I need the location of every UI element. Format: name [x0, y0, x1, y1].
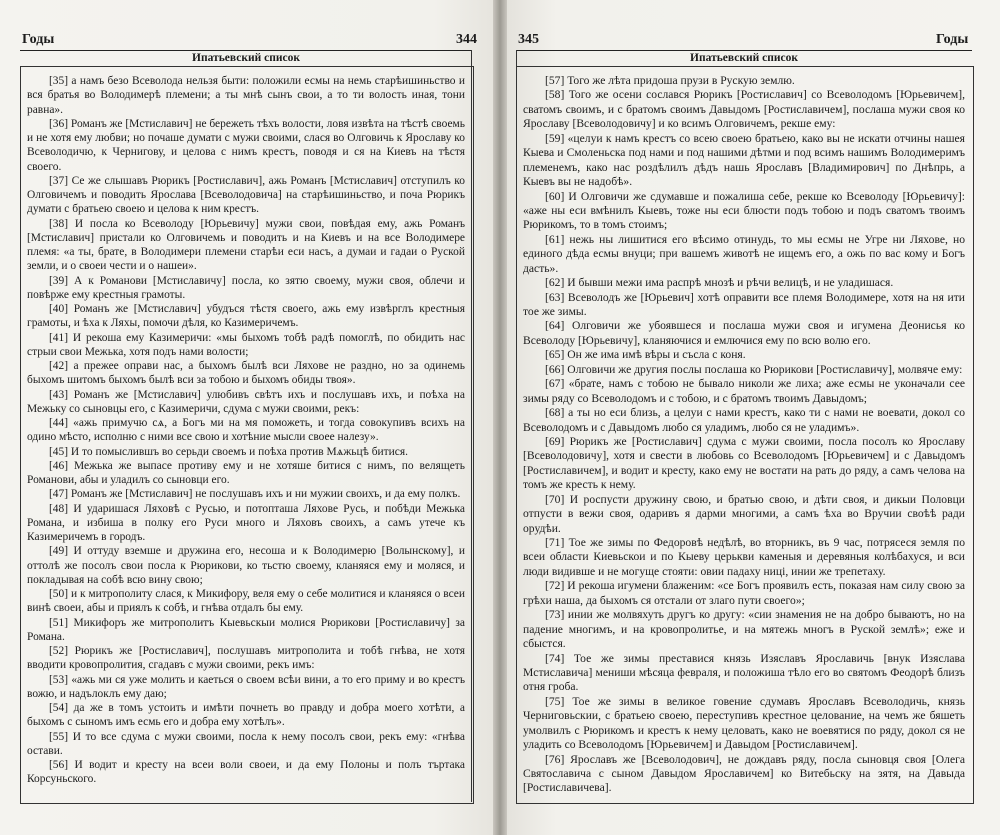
paragraph: [41] И рекоша ему Казимеричи: «мы быхомъ тобѣ радѣ помоглѣ, по обидить нас стрыи свои Межька, хотя подъ нами волости; — [27, 331, 465, 358]
paragraph: [42] а прежее оправи нас, а быхомъ былѣ вси Ляхове не раздно, но за одинемь быхомъ шитомъ быхомъ былѣ вси за тобою и быхомъ обиды твоя». — [27, 360, 465, 387]
paragraph: [46] Межька же выпасе противу ему и не хотяше битися с нимъ, по велящеть Романови, абы и уладилъ со сыновци его. — [27, 459, 465, 486]
paragraph: [54] да же в томъ устоить и имѣти почнеть во правду и добра моего хотѣти, а быхомъ с сыномъ имъ есмь его и добра ему хотѣлъ». — [27, 702, 465, 729]
paragraph: [68] а ты но еси близь, а целуи с нами крестъ, како ти с нами не воевати, докол со Всеволодомъ и с Давыдомъ любо ся уладимъ, любо ся не уладимъ». — [523, 406, 965, 434]
paragraph: [49] И оттуду вземше и дружина его, несоша и к Володимерю [Волынскому], и оттолѣ же посолъ свои посла к Рюрикови, ко тьстю своему, кланяяся ему и моляся, и покладывая на собѣ всю вину свою; — [27, 545, 465, 586]
paragraph: [72] И рекоша игумени блаженим: «се Богъ проявилъ есть, показая нам силу свою за грѣхи наша, да быхомъ ся отстали от злаго пути своего»; — [523, 579, 965, 607]
paragraph: [44] «ажь примучю сѧ, а Богъ ми на мя поможеть, и тогда совокупивъ всихъ на одино мѣсто, исполню с ними все свою и хотѣние мысли своее налезу». — [27, 417, 465, 444]
paragraph: [74] Тое же зимы преставися князь Изяславъ Ярославичь [внук Изяслава Мстиславича] мениши мѣсяца февраля, и положиша тѣло его во святомъ Феодорѣ близъ отня гроба. — [523, 651, 965, 694]
paragraph: [35] а намъ безо Всеволода нельзя быти: положили есмы на немь старѣишиньство и вся братья во Володимерѣ племени; а ты мнѣ сынъ свои, а то ти волость иная, тони равна». — [27, 75, 465, 116]
paragraph: [37] Се же слышавъ Рюрикъ [Ростиславич], ажь Романъ [Мстиславич] отступилъ ко Олговичемъ и поводить Ярослава [Всеволодовича] на старѣишиньство, и поча Рюрикъ думати с братьею своею и целова к ним крестъ. — [27, 174, 465, 216]
paragraph: [57] Того же лѣта придоша прузи в Рускую землю. — [545, 74, 795, 87]
paragraph: [71] Тое же зимы по Федоровѣ недѣлѣ, во вторникъ, въ 9 час, потрясеся земля по всеи области Киевьскои и по Кыеву церькви каменыя и деревяныя колѣбахуся, и вси люди видивше и не могуще стояти: овии падаху ниці, инии же трепетаху. — [523, 536, 965, 578]
paragraph: [62] И бывши межи има распрѣ мнозѣ и рѣчи велицѣ, и не уладишася. — [545, 276, 894, 290]
paragraph: [50] и к митрополиту слася, к Микифору, веля ему о себе молитися и кланяяся о всеи винѣ своеи, абы и приялъ к собѣ, и гнѣва отдалъ бы ему. — [27, 588, 465, 615]
paragraph: [53] «ажь ми ся уже молить и каеться о своем всѣи вини, а то его приму и во крестъ вожю, и надълоклъ ему даю; — [27, 673, 465, 700]
frame-edge — [471, 50, 472, 802]
paragraph: [75] Тое же зимы в великое говение сдумавъ Ярославъ Всеволодичь, князь Черниговьскии, с братьею своею, переступивъ крестное целование, на чемъ же бяшеть умолвилъ с Рюрикомъ и крестъ к нему целовать, како не воевятися по ряду, докол ся не уладить со Всеволодомъ [Юрьевичем] и Давыдом [Ростиславичем]. — [523, 694, 965, 752]
paragraph: [52] Рюрикъ же [Ростиславич], послушавъ митрополита и тобѣ гнѣва, не хотя вводити кровопролития, сгадавъ с мужи своими, рекъ имъ: — [27, 645, 465, 672]
book-gutter — [493, 0, 507, 835]
paragraph: [63] Всеволодъ же [Юрьевич] хотѣ оправити все племя Володимере, хотя на ня ити тое же зимы. — [523, 290, 965, 318]
paragraph: [58] Того же осени сослався Рюрикъ [Ростиславич] со Всеволодомъ [Юрьевичем], сватомъ своимъ, и с братомъ своимъ Давыдомъ [Ростиславичем], послаша мужи своя ко Ярославу [Всеволодовичу] и ко всимъ Олговичемъ, рекше ему: — [523, 88, 965, 131]
paragraph: [76] Ярославъ же [Всеволодович], не дождавъ ряду, посла сыновця своя [Олега Святославича с сыном Давыдом Ярославичем] ко Витебьску на зятя, на Давыда [Ростиславичева]. — [523, 752, 965, 795]
paragraph: [65] Он же има имѣ вѣры и съсла с коня. — [545, 348, 746, 362]
paragraph: [61] нежь ны лишитися его вѣсимо отинудь, то мы есмы не Угре ни Ляхове, но единого дѣда есмы внуци; при вашемъ животѣ не ищемъ его, а ожь по вас кому и Богъ дасть». — [523, 232, 965, 275]
page-number: 344 — [456, 32, 477, 47]
paragraph: [67] «брате, намъ с тобою не бывало николи же лиха; аже есмы не уконачали сее зимы ряду со Всеволодомъ и с тобою, и с братомъ твоимъ Давыдомъ; — [523, 377, 965, 405]
running-head: Годы — [936, 32, 969, 47]
paragraph: [47] Романъ же [Мстиславич] не послушавъ ихъ и ни мужии своихъ, и да ему полкъ. — [49, 488, 461, 501]
running-head: Годы — [22, 32, 55, 47]
paragraph: [59] «целуи к намъ крестъ со всею своею братьею, како вы не искати отчины нашея Кыева и Смоленьска под нами и под нашими дѣтми и под всимъ нашимъ Володимеримъ племенемъ, како нас роздѣлилъ дѣдъ нашь Ярославъ [Владимирович] по Днѣпрь, а Кыевъ вы не надобѣ». — [523, 131, 965, 189]
paragraph: [70] И роспусти дружину свою, и братью свою, и дѣти своя, и дикыи Половци отпусти в вежи своя, одаривъ я дарми многими, а самъ ѣха во Вручии своѣѣ ради орудѣи. — [523, 492, 965, 535]
paragraph: [73] инии же молвяхуть другъ ко другу: «сии знамения не на добро бываютъ, но на падение многимъ, и на кровопролитье, и на мятежь многъ в Руской землѣ»; еже и сбыстся. — [523, 608, 965, 651]
paragraph: [55] И то все сдума с мужи своими, посла к нему посолъ свои, рекъ ему: «гнѣва остави. — [27, 730, 465, 757]
paragraph: [36] Романъ же [Мстиславич] не бережеть тѣхъ волости, ловя извѣта на тѣстѣ своемь и не хотя ему любви; но почаше думати с мужи своими, слася во Олговичь к Ярославу ко Всеволодичю, к Чернигову, и целова с нимъ крестъ, поводя и ся на Киевъ на тѣстя своего. — [27, 117, 465, 173]
paragraph: [66] Олговичи же другия послы послаша ко Рюрикови [Ростиславичу], молвяче ему: — [545, 362, 963, 376]
page-subtitle: Ипатьевский список — [690, 52, 798, 64]
paragraph: [64] Олговичи же убоявшеся и послаша мужи своя и игумена Деонисья ко Всеволоду [Юрьевичу], кланяючися и емлючися ему по всю волю его. — [523, 319, 965, 347]
left-page — [0, 0, 493, 835]
page-subtitle: Ипатьевский список — [192, 52, 300, 64]
paragraph: [40] Романъ же [Мстиславич] убудъся тѣстя своего, ажь ему извѣрглъ крестныя грамоты, и ѣха к Ляхы, помочи дѣля, ко Казимеричемъ. — [27, 303, 465, 330]
frame-edge — [516, 50, 517, 802]
paragraph: [38] И посла ко Всеволоду [Юрьевичу] мужи свои, повѣдая ему, ажь Романъ [Мстиславич] пристали ко Олговичемь и поводить и на Киевъ и на все Володимере племя: «а ты, брате, в Володимери племени старѣи еси насъ, а думаи и гадаи о Руской земли, и о своеи чести и о нашеи». — [27, 217, 465, 273]
paragraph: [43] Романъ же [Мстиславич] улюбивъ свѣтъ ихъ и послушавъ ихъ, и поѣха на Межьку со сыновцы его, с Казимеричи, сдума с мужи своими, рекъ: — [27, 388, 465, 415]
page-number: 345 — [518, 32, 539, 47]
paragraph: [56] И водит и кресту на всеи воли своеи, и да ему Полоны и полъ търтака Корсуньского. — [27, 759, 465, 786]
left-text-block — [27, 74, 465, 787]
paragraph: [51] Микифоръ же митрополитъ Кыевьскыи молися Рюрикови [Ростиславичу] за Романа. — [27, 616, 465, 643]
header-rule — [20, 50, 472, 51]
right-text-block — [523, 74, 965, 796]
paragraph: [45] И то помыслившъ во серьди своемъ и поѣха против Мѧжьцѣ битися. — [49, 445, 408, 458]
paragraph: [60] И Олговичи же сдумавше и пожалиша себе, рекше ко Всеволоду [Юрьевичу]: «аже ны еси вмѣнилъ Кыевъ, тоже ны еси блюсти подъ тобою и подъ сватомъ твоимъ Рюрикомъ, то в томъ стоимъ; — [523, 189, 965, 232]
right-page — [507, 0, 1000, 835]
paragraph: [39] А к Романови [Мстиславичу] посла, ко зятю своему, мужи своя, облечи и повѣрже ему крестныя грамоты. — [27, 274, 465, 301]
paragraph: [69] Рюрикъ же [Ростиславич] сдума с мужи своими, посла посолъ ко Ярославу [Всеволодовичу], хотя и свести в любовь со Всеволодомъ [Юрьевичем] и с Давыдомъ [Ростиславичем], и водит и кресту, како ему не востати на рать до ряду, а самъ челова на томъ же кресть к нему. — [523, 434, 965, 492]
paragraph: [48] И ударишася Ляховѣ с Русью, и потопташа Ляхове Русь, и побѣди Межька Романа, и избиша в полку его Руси много и Ляховъ своихъ, а самъ утече къ Казимеричемъ в городъ. — [27, 502, 465, 543]
header-rule — [516, 50, 972, 51]
